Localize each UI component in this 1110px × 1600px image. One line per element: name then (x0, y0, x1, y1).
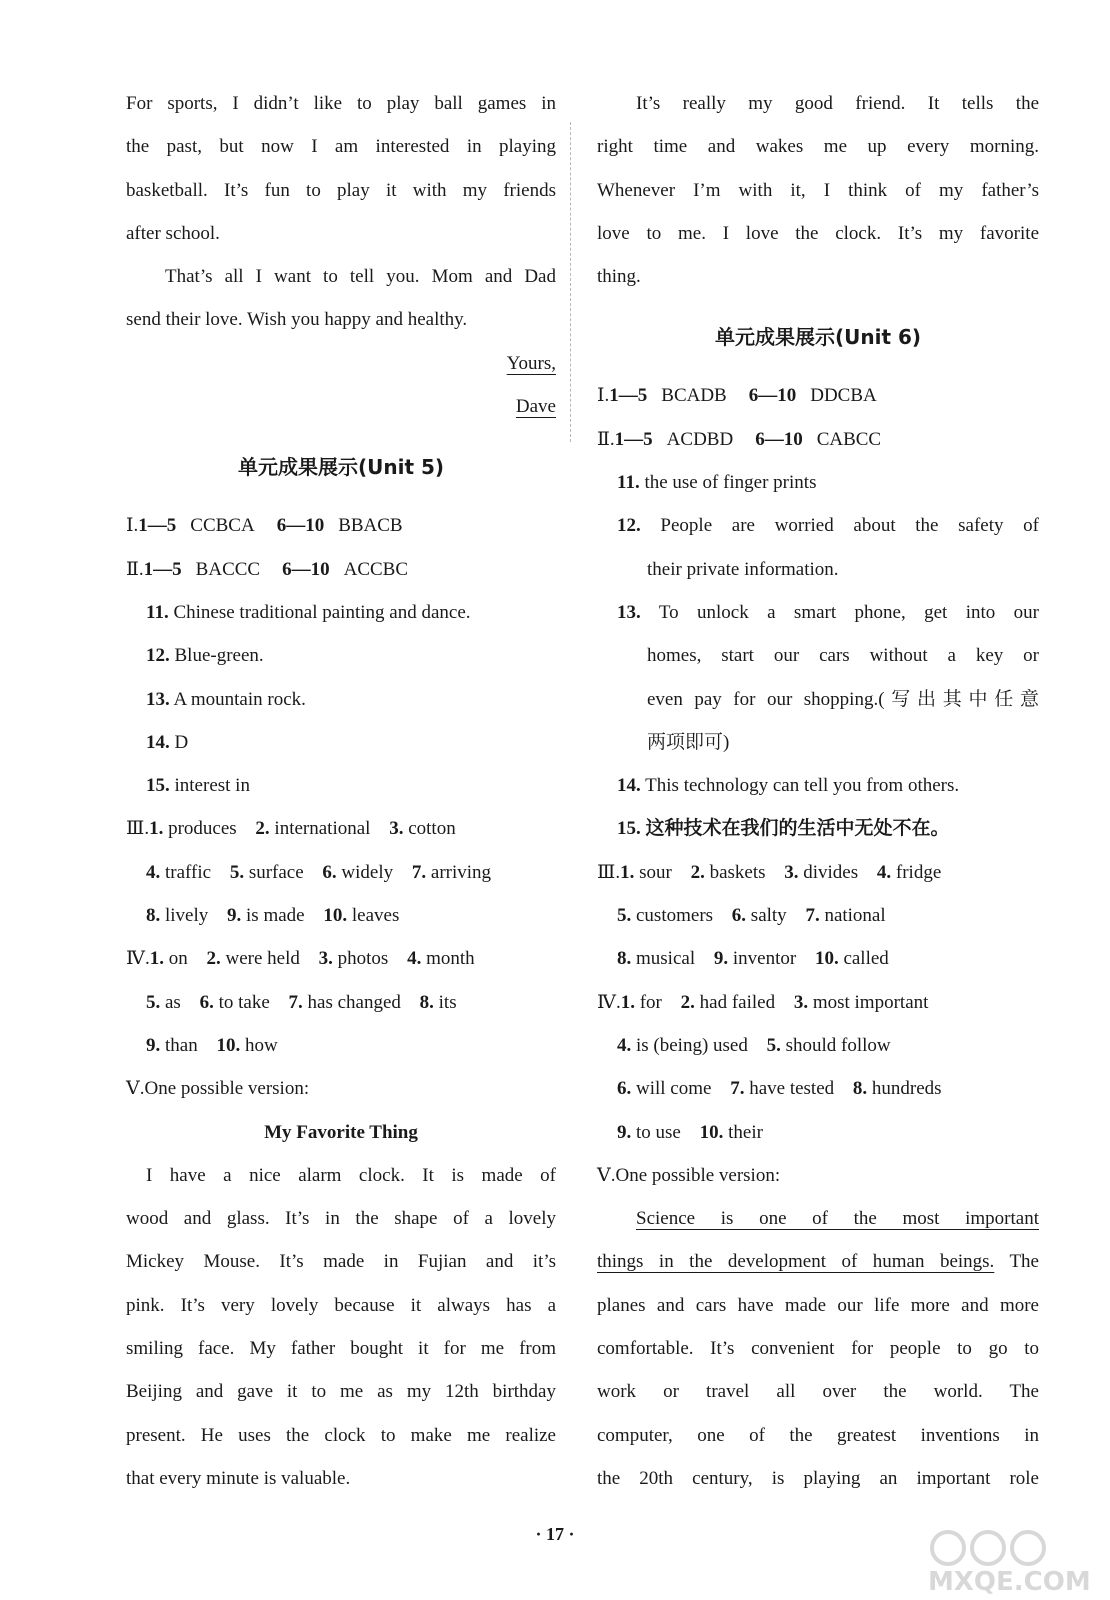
answer-item: 14. This technology can tell you from others. (617, 775, 960, 797)
essay-line: It’s really my good friend. It tells the (636, 93, 1039, 114)
section-3-row: 5. customers 6. salty 7. national (617, 905, 886, 927)
answer-item-continued: homes, start our cars without a key or (647, 645, 1039, 667)
answer-item-continued: 两项即可) (647, 731, 730, 753)
watermark-text: MXQE.COM (928, 1567, 1091, 1596)
essay-line: thing. (597, 266, 641, 288)
letter-line: For sports, I didn’t like to play ball games in (126, 93, 556, 114)
answer-item: 11. Chinese traditional painting and dance. (146, 601, 471, 623)
essay-line: wood and glass. It’s in the shape of a lovely (126, 1208, 556, 1230)
letter-line: That’s all I want to tell you. Mom and Dad (165, 266, 556, 288)
answer-row: Ⅰ.1—5 CCBCA 6—10 BBACB (126, 515, 403, 537)
section-4-row: Ⅳ.1. for 2. had failed 3. most important (597, 991, 929, 1013)
essay-line: planes and cars have made our life more and more (597, 1294, 1039, 1316)
unit5-heading: 单元成果展示(Unit 5) (237, 455, 445, 480)
page-number: · 17 · (535, 1524, 575, 1544)
essay-line: right time and wakes me up every morning. (597, 136, 1039, 158)
essay-title: My Favorite Thing (264, 1121, 418, 1143)
letter-line: the past, but now I am interested in playing (126, 136, 556, 158)
answer-item-continued: their private information. (647, 558, 839, 580)
answer-item: 15. 这种技术在我们的生活中无处不在。 (617, 818, 950, 840)
essay-line: Science is one of the most important (636, 1208, 1039, 1230)
section-4-row: 9. than 10. how (146, 1034, 278, 1056)
essay-line: Whenever I’m with it, I think of my father’s (597, 179, 1039, 201)
section-5-label: Ⅴ.One possible version: (126, 1078, 310, 1100)
section-4-row: 4. is (being) used 5. should follow (617, 1034, 891, 1056)
section-4-row: Ⅳ.1. on 2. were held 3. photos 4. month (126, 948, 475, 970)
right-column (597, 82, 1039, 1500)
essay-line: the 20th century, is playing an important role (597, 1467, 1039, 1489)
answer-item-continued: even pay for our shopping.(写出其中任意 (647, 688, 1039, 710)
essay-line: work or travel all over the world. The (597, 1381, 1039, 1403)
section-3-row: 4. traffic 5. surface 6. widely 7. arriving (146, 861, 492, 883)
answer-item: 13. A mountain rock. (146, 688, 306, 710)
essay-line: present. He uses the clock to make me realize (126, 1424, 556, 1446)
answer-row: Ⅰ.1—5 BCADB 6—10 DDCBA (597, 385, 877, 407)
essay-line: that every minute is valuable. (126, 1467, 351, 1489)
answer-item: 12. Blue-green. (146, 645, 264, 667)
letter-line: after school. (126, 222, 220, 244)
letter-line: basketball. It’s fun to play it with my friends (126, 179, 556, 201)
essay-line: smiling face. My father bought it for me from (126, 1338, 556, 1360)
essay-line: love to me. I love the clock. It’s my favorite (597, 222, 1039, 244)
section-4-row: 6. will come 7. have tested 8. hundreds (617, 1078, 942, 1100)
unit6-heading: 单元成果展示(Unit 6) (714, 325, 922, 350)
answer-row: Ⅱ.1—5 BACCC 6—10 ACCBC (126, 558, 409, 580)
answer-item: 14. D (146, 731, 189, 753)
answer-item: 13. To unlock a smart phone, get into our (617, 601, 1039, 623)
letter-line: send their love. Wish you happy and healthy. (126, 309, 468, 331)
essay-line: pink. It’s very lovely because it always has a (126, 1294, 556, 1316)
essay-line: I have a nice alarm clock. It is made of (146, 1164, 556, 1186)
essay-line: Mickey Mouse. It’s made in Fujian and it’s (126, 1251, 556, 1273)
answer-item: 11. the use of finger prints (617, 472, 817, 494)
letter-closing: Yours, (506, 352, 556, 374)
section-4-row: 9. to use 10. their (617, 1121, 763, 1143)
section-4-row: 5. as 6. to take 7. has changed 8. its (146, 991, 457, 1013)
section-5-label: Ⅴ.One possible version: (597, 1164, 781, 1186)
answer-item: 15. interest in (146, 775, 250, 797)
essay-line: things in the development of human beings. The (597, 1251, 1039, 1273)
left-column (126, 82, 556, 1500)
answer-item: 12. People are worried about the safety of (617, 515, 1039, 537)
section-3-row: 8. musical 9. inventor 10. called (617, 948, 889, 970)
section-3-row: Ⅲ.1. sour 2. baskets 3. divides 4. fridge (597, 861, 942, 883)
answer-row: Ⅱ.1—5 ACDBD 6—10 CABCC (597, 428, 882, 450)
essay-line: computer, one of the greatest inventions in (597, 1424, 1039, 1446)
column-divider (570, 122, 571, 442)
watermark-logo (922, 1522, 1092, 1596)
essay-line: comfortable. It’s convenient for people to go to (597, 1338, 1039, 1360)
section-3-row: Ⅲ.1. produces 2. international 3. cotton (126, 818, 456, 840)
letter-signature: Dave (515, 396, 556, 418)
essay-line: Beijing and gave it to me as my 12th birthday (126, 1381, 556, 1403)
section-3-row: 8. lively 9. is made 10. leaves (146, 905, 400, 927)
